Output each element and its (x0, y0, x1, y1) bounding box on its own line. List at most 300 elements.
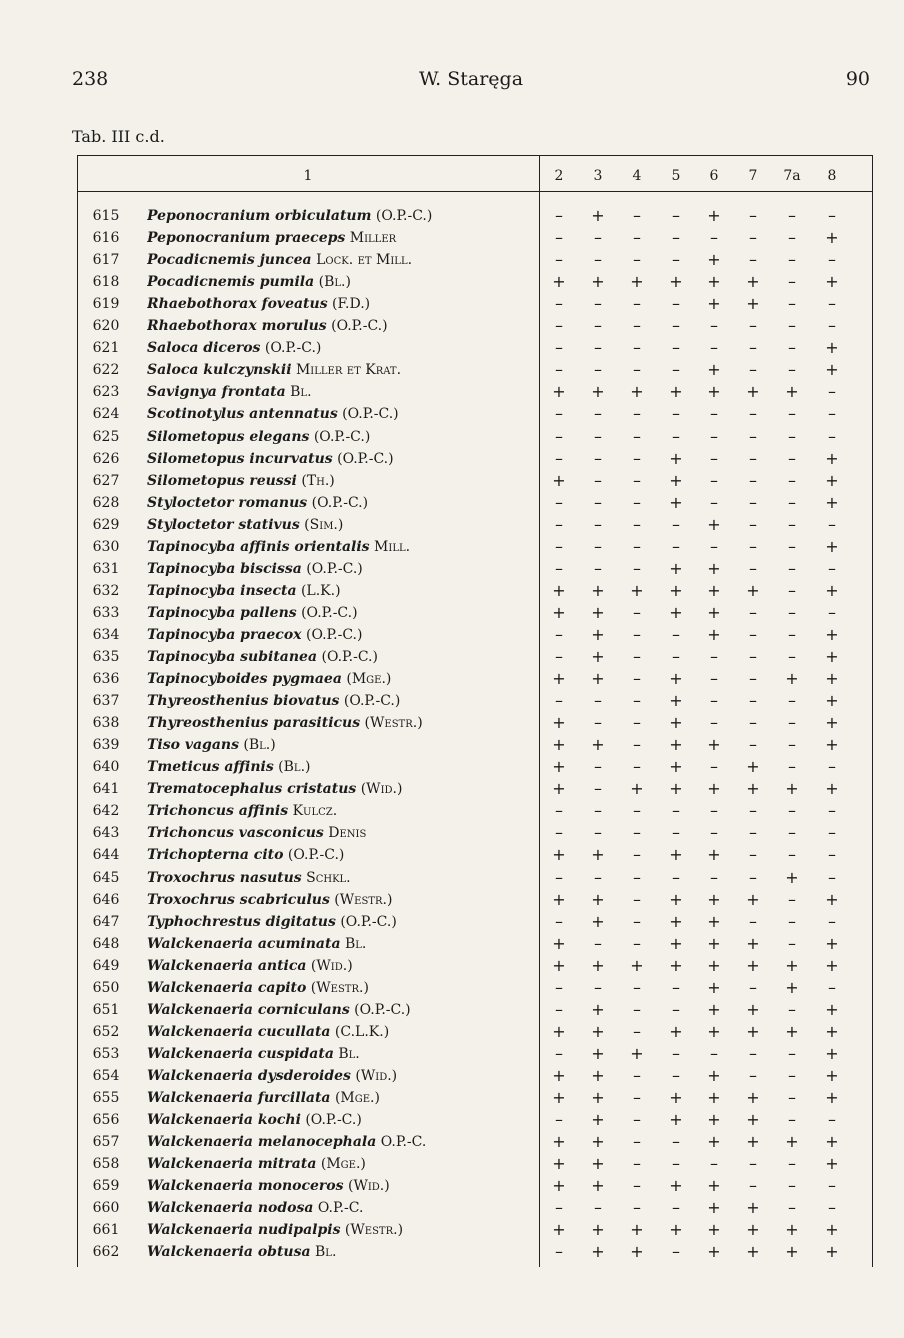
presence-mark: + (746, 1132, 760, 1152)
presence-mark: + (746, 955, 760, 975)
presence-mark: – (749, 228, 757, 248)
table-row (77, 271, 872, 293)
column-header: 4 (632, 168, 642, 184)
presence-mark: + (707, 845, 721, 865)
table-row (77, 514, 872, 536)
table-row (77, 1087, 872, 1109)
table-row (77, 205, 872, 227)
presence-mark: – (633, 1110, 641, 1130)
presence-mark: – (710, 757, 718, 777)
table-row (77, 1043, 872, 1065)
presence-mark: – (828, 1198, 836, 1218)
presence-mark: + (669, 492, 683, 512)
presence-mark: – (828, 845, 836, 865)
row-number: 649 (92, 957, 120, 974)
presence-mark: – (555, 1043, 563, 1063)
presence-mark: – (749, 735, 757, 755)
presence-mark: – (828, 206, 836, 225)
species-name: Tapinocyba praecox (147, 626, 302, 643)
presence-mark: – (828, 867, 836, 887)
presence-mark: – (710, 823, 718, 843)
presence-mark: + (591, 1043, 605, 1063)
presence-mark: + (552, 955, 566, 975)
presence-mark: – (749, 691, 757, 711)
presence-mark: + (825, 647, 839, 666)
species-name-cell (147, 756, 547, 778)
presence-mark: + (707, 1220, 721, 1240)
row-number: 625 (92, 428, 120, 445)
presence-mark: + (825, 1154, 839, 1174)
presence-mark: – (672, 360, 680, 380)
row-number: 619 (92, 296, 120, 313)
presence-mark: – (555, 360, 563, 380)
table-row (77, 1219, 872, 1241)
presence-mark: + (591, 735, 605, 755)
presence-mark: – (749, 867, 757, 887)
table-row (77, 602, 872, 624)
presence-mark: + (785, 977, 799, 997)
species-name-cell (147, 712, 547, 734)
presence-mark: + (630, 1043, 644, 1063)
presence-mark: – (555, 1242, 563, 1262)
presence-mark: – (788, 999, 796, 1019)
row-number: 615 (92, 208, 120, 224)
row-number: 622 (92, 362, 120, 379)
presence-mark: – (828, 823, 836, 843)
presence-mark: + (707, 1065, 721, 1085)
presence-mark: + (591, 889, 605, 909)
presence-mark: – (749, 514, 757, 534)
row-number: 638 (92, 715, 120, 732)
presence-mark: – (594, 316, 602, 336)
species-name-cell (147, 933, 547, 955)
presence-mark: + (825, 779, 839, 799)
presence-mark: + (630, 382, 644, 402)
species-name-cell (147, 822, 547, 844)
presence-mark: – (594, 470, 602, 490)
presence-mark: – (710, 867, 718, 887)
species-author: (O.P.-C.) (283, 847, 345, 864)
row-number: 642 (92, 803, 120, 820)
presence-mark: – (633, 691, 641, 711)
species-name: Peponocranium orbiculatum (147, 208, 372, 224)
presence-mark: + (552, 669, 566, 689)
species-name-cell (147, 271, 547, 293)
presence-mark: + (552, 1021, 566, 1041)
presence-mark: – (633, 536, 641, 556)
species-name-cell (147, 580, 547, 602)
presence-mark: + (825, 1220, 839, 1240)
presence-mark: – (633, 911, 641, 931)
presence-mark: – (828, 404, 836, 424)
species-name-cell (147, 1197, 547, 1219)
presence-mark: – (594, 1198, 602, 1218)
presence-mark: – (633, 867, 641, 887)
presence-mark: – (788, 404, 796, 424)
presence-mark: + (746, 1088, 760, 1107)
presence-mark: + (825, 272, 839, 292)
column-header: 6 (709, 168, 719, 184)
row-number: 628 (92, 494, 120, 511)
species-author: Bl. (310, 1244, 337, 1261)
presence-mark: + (552, 1065, 566, 1085)
presence-mark: – (555, 911, 563, 931)
table-row (77, 293, 872, 315)
species-name: Walckenaeria mitrata (147, 1156, 317, 1173)
presence-mark: + (669, 602, 683, 622)
species-author: (O.P.-C.) (307, 494, 369, 511)
presence-mark: – (633, 404, 641, 424)
presence-mark: + (707, 514, 721, 534)
species-name: Troxochrus nasutus (147, 869, 302, 886)
presence-mark: – (749, 206, 757, 225)
presence-mark: + (825, 228, 839, 248)
species-name-cell (147, 668, 547, 690)
species-author: (Westr.) (360, 715, 423, 732)
species-table (77, 155, 872, 1267)
presence-mark: + (591, 624, 605, 644)
presence-mark: + (669, 272, 683, 292)
presence-mark: – (672, 536, 680, 556)
species-name: Walckenaeria furcillata (147, 1090, 331, 1106)
presence-mark: + (552, 470, 566, 490)
presence-mark: – (555, 558, 563, 578)
presence-mark: + (746, 1021, 760, 1041)
presence-mark: – (672, 1242, 680, 1262)
presence-mark: + (552, 382, 566, 402)
presence-mark: – (788, 580, 796, 600)
table-row (77, 315, 872, 337)
presence-mark: – (749, 448, 757, 468)
species-name: Trematocephalus cristatus (147, 781, 357, 798)
table-row (77, 1109, 872, 1131)
species-name: Saloca diceros (147, 340, 261, 357)
presence-mark: + (591, 669, 605, 689)
species-author: Miller (345, 230, 397, 247)
species-author: (Wid.) (343, 1178, 390, 1195)
presence-mark: + (746, 1242, 760, 1262)
row-number: 616 (92, 230, 120, 247)
presence-mark: + (707, 735, 721, 755)
presence-mark: – (672, 316, 680, 336)
presence-mark: – (749, 801, 757, 821)
presence-mark: + (707, 955, 721, 975)
presence-mark: + (669, 382, 683, 402)
presence-mark: + (707, 1242, 721, 1262)
presence-mark: + (825, 624, 839, 644)
presence-mark: + (707, 294, 721, 314)
presence-mark: – (710, 316, 718, 336)
species-name-cell (147, 448, 547, 470)
row-number: 643 (92, 825, 120, 842)
species-name: Rhaebothorax foveatus (147, 296, 328, 313)
species-author: (O.P.-C.) (301, 626, 363, 643)
row-number: 636 (92, 671, 120, 688)
presence-mark: – (633, 1065, 641, 1085)
presence-mark: – (788, 426, 796, 446)
presence-mark: + (591, 602, 605, 622)
presence-mark: – (788, 1176, 796, 1196)
table-row (77, 646, 872, 668)
presence-mark: + (669, 955, 683, 975)
table-row (77, 734, 872, 756)
species-author: O.P.-C. (313, 1200, 364, 1217)
species-author: Lock. et Mill. (311, 252, 413, 269)
presence-mark: – (633, 1198, 641, 1218)
presence-mark: – (828, 382, 836, 402)
presence-mark: + (707, 1176, 721, 1196)
species-author: (Bl.) (238, 737, 276, 754)
species-author: Kulcz. (288, 803, 338, 820)
row-number: 633 (92, 604, 120, 621)
presence-mark: + (552, 580, 566, 600)
presence-mark: + (825, 691, 839, 711)
presence-mark: + (669, 691, 683, 711)
species-name: Tapinocyba biscissa (147, 560, 302, 577)
row-number: 655 (92, 1090, 120, 1106)
column-header: 2 (554, 168, 564, 184)
presence-mark: + (669, 448, 683, 468)
presence-mark: – (788, 911, 796, 931)
presence-mark: – (672, 801, 680, 821)
presence-mark: + (707, 1110, 721, 1130)
species-author: (L.K.) (296, 582, 341, 599)
presence-mark: + (785, 1021, 799, 1041)
species-author: Denis (323, 825, 367, 842)
row-number: 661 (92, 1222, 120, 1239)
presence-mark: – (633, 250, 641, 270)
species-name-cell (147, 999, 547, 1021)
presence-mark: – (555, 294, 563, 314)
presence-mark: + (591, 911, 605, 931)
row-number: 653 (92, 1045, 120, 1062)
species-name: Scotinotylus antennatus (147, 406, 338, 423)
species-name: Walckenaeria monoceros (147, 1178, 344, 1195)
presence-mark: – (749, 404, 757, 424)
presence-mark: – (555, 823, 563, 843)
presence-mark: – (594, 801, 602, 821)
presence-mark: – (788, 691, 796, 711)
presence-mark: – (788, 1088, 796, 1107)
presence-mark: – (633, 1021, 641, 1041)
page-header (72, 68, 870, 96)
species-name: Walckenaeria cuspidata (147, 1045, 334, 1062)
presence-mark: – (788, 889, 796, 909)
species-author: (O.P.-C.) (339, 693, 401, 710)
presence-mark: + (591, 955, 605, 975)
species-name: Tmeticus affinis (147, 759, 274, 776)
presence-mark: + (746, 294, 760, 314)
species-author: (Wid.) (306, 957, 353, 974)
presence-mark: + (825, 999, 839, 1019)
table-row (77, 867, 872, 889)
presence-mark: + (669, 1088, 683, 1107)
species-name-cell (147, 646, 547, 668)
row-number: 650 (92, 979, 120, 996)
presence-mark: + (825, 492, 839, 512)
presence-mark: – (710, 669, 718, 689)
species-name-cell (147, 734, 547, 756)
presence-mark: – (633, 889, 641, 909)
presence-mark: + (591, 1154, 605, 1174)
species-name: Tapinocyba pallens (147, 604, 297, 621)
presence-mark: – (633, 1176, 641, 1196)
presence-mark: – (555, 316, 563, 336)
row-number: 618 (92, 274, 120, 291)
presence-mark: – (633, 933, 641, 953)
presence-mark: – (710, 713, 718, 733)
presence-mark: – (633, 360, 641, 380)
table-vertical-rule (872, 155, 873, 1267)
species-author: (O.P.-C.) (349, 1001, 411, 1018)
row-number: 660 (92, 1200, 120, 1217)
presence-mark: + (552, 889, 566, 909)
species-name: Trichopterna cito (147, 847, 284, 864)
table-header-rule (77, 191, 872, 192)
presence-mark: + (669, 713, 683, 733)
presence-mark: – (633, 823, 641, 843)
row-number: 645 (92, 869, 120, 886)
presence-mark: + (707, 889, 721, 909)
presence-mark: – (672, 1198, 680, 1218)
presence-mark: + (707, 999, 721, 1019)
species-name-cell (147, 867, 547, 889)
presence-mark: + (825, 1242, 839, 1262)
species-name-cell (147, 977, 547, 999)
species-name: Tapinocyba subitanea (147, 649, 318, 665)
presence-mark: + (552, 1132, 566, 1152)
presence-mark: – (555, 228, 563, 248)
presence-mark: – (788, 735, 796, 755)
row-number: 646 (92, 891, 120, 908)
presence-mark: + (669, 470, 683, 490)
table-row (77, 249, 872, 271)
species-name: Walckenaeria nodosa (147, 1200, 314, 1217)
presence-mark: + (707, 933, 721, 953)
presence-mark: – (710, 448, 718, 468)
species-name: Walckenaeria cucullata (147, 1023, 331, 1040)
presence-mark: – (749, 823, 757, 843)
presence-mark: – (749, 911, 757, 931)
table-row (77, 778, 872, 800)
row-number: 640 (92, 759, 120, 776)
table-row (77, 1241, 872, 1263)
presence-mark: – (594, 867, 602, 887)
species-name-cell (147, 470, 547, 492)
species-name: Tapinocyba insecta (147, 582, 297, 599)
row-number: 651 (92, 1001, 120, 1018)
presence-mark: + (785, 867, 799, 887)
presence-mark: – (594, 404, 602, 424)
presence-mark: – (555, 448, 563, 468)
species-name-cell (147, 1175, 547, 1197)
row-number: 658 (92, 1156, 120, 1173)
species-name-cell (147, 602, 547, 624)
presence-mark: – (749, 1176, 757, 1196)
species-author: (O.P.-C.) (301, 560, 363, 577)
presence-mark: – (672, 250, 680, 270)
presence-mark: + (825, 338, 839, 358)
row-number: 657 (92, 1134, 120, 1151)
row-number: 623 (92, 384, 120, 401)
table-row (77, 955, 872, 977)
row-number: 639 (92, 737, 120, 754)
species-name: Typhochrestus digitatus (147, 913, 336, 930)
presence-mark: + (707, 580, 721, 600)
presence-mark: – (555, 514, 563, 534)
presence-mark: – (788, 228, 796, 248)
presence-mark: – (710, 647, 718, 666)
presence-mark: – (788, 602, 796, 622)
presence-mark: – (555, 1198, 563, 1218)
presence-mark: + (825, 713, 839, 733)
species-name: Trichoncus vasconicus (147, 825, 324, 842)
species-author: (Westr.) (306, 979, 369, 996)
presence-mark: + (785, 1132, 799, 1152)
species-name-cell (147, 337, 547, 359)
species-name-cell (147, 249, 547, 271)
presence-mark: – (633, 514, 641, 534)
presence-mark: + (707, 250, 721, 270)
table-row (77, 492, 872, 514)
presence-mark: – (555, 647, 563, 666)
species-name-cell (147, 1043, 547, 1065)
presence-mark: + (707, 558, 721, 578)
presence-mark: – (672, 404, 680, 424)
presence-mark: – (749, 713, 757, 733)
presence-mark: – (749, 470, 757, 490)
table-row (77, 977, 872, 999)
presence-mark: – (710, 338, 718, 358)
presence-mark: + (591, 999, 605, 1019)
presence-mark: + (630, 779, 644, 799)
species-author: (O.P.-C.) (332, 450, 394, 467)
species-author: Bl. (340, 935, 367, 952)
presence-mark: – (788, 448, 796, 468)
row-number: 620 (92, 318, 120, 335)
presence-mark: + (591, 1220, 605, 1240)
presence-mark: – (633, 735, 641, 755)
row-number: 634 (92, 626, 120, 643)
species-author: (O.P.-C.) (335, 913, 397, 930)
presence-mark: – (594, 448, 602, 468)
species-name: Silometopus elegans (147, 428, 310, 445)
presence-mark: + (746, 779, 760, 799)
presence-mark: – (594, 492, 602, 512)
species-author: Bl. (333, 1045, 360, 1062)
presence-mark: – (555, 977, 563, 997)
column-header: 7a (783, 168, 801, 184)
presence-mark: – (828, 911, 836, 931)
presence-mark: – (555, 867, 563, 887)
presence-mark: + (746, 382, 760, 402)
presence-mark: – (749, 426, 757, 446)
presence-mark: + (707, 206, 721, 225)
presence-mark: + (630, 1242, 644, 1262)
presence-mark: – (749, 602, 757, 622)
presence-mark: – (828, 602, 836, 622)
presence-mark: – (828, 1176, 836, 1196)
species-name-cell (147, 889, 547, 911)
row-number: 659 (92, 1178, 120, 1195)
table-row (77, 1065, 872, 1087)
presence-mark: – (594, 228, 602, 248)
table-row (77, 1131, 872, 1153)
presence-mark: – (594, 338, 602, 358)
species-name: Walckenaeria obtusa (147, 1244, 311, 1261)
presence-mark: + (707, 779, 721, 799)
running-title: W. Staręga (418, 68, 524, 90)
